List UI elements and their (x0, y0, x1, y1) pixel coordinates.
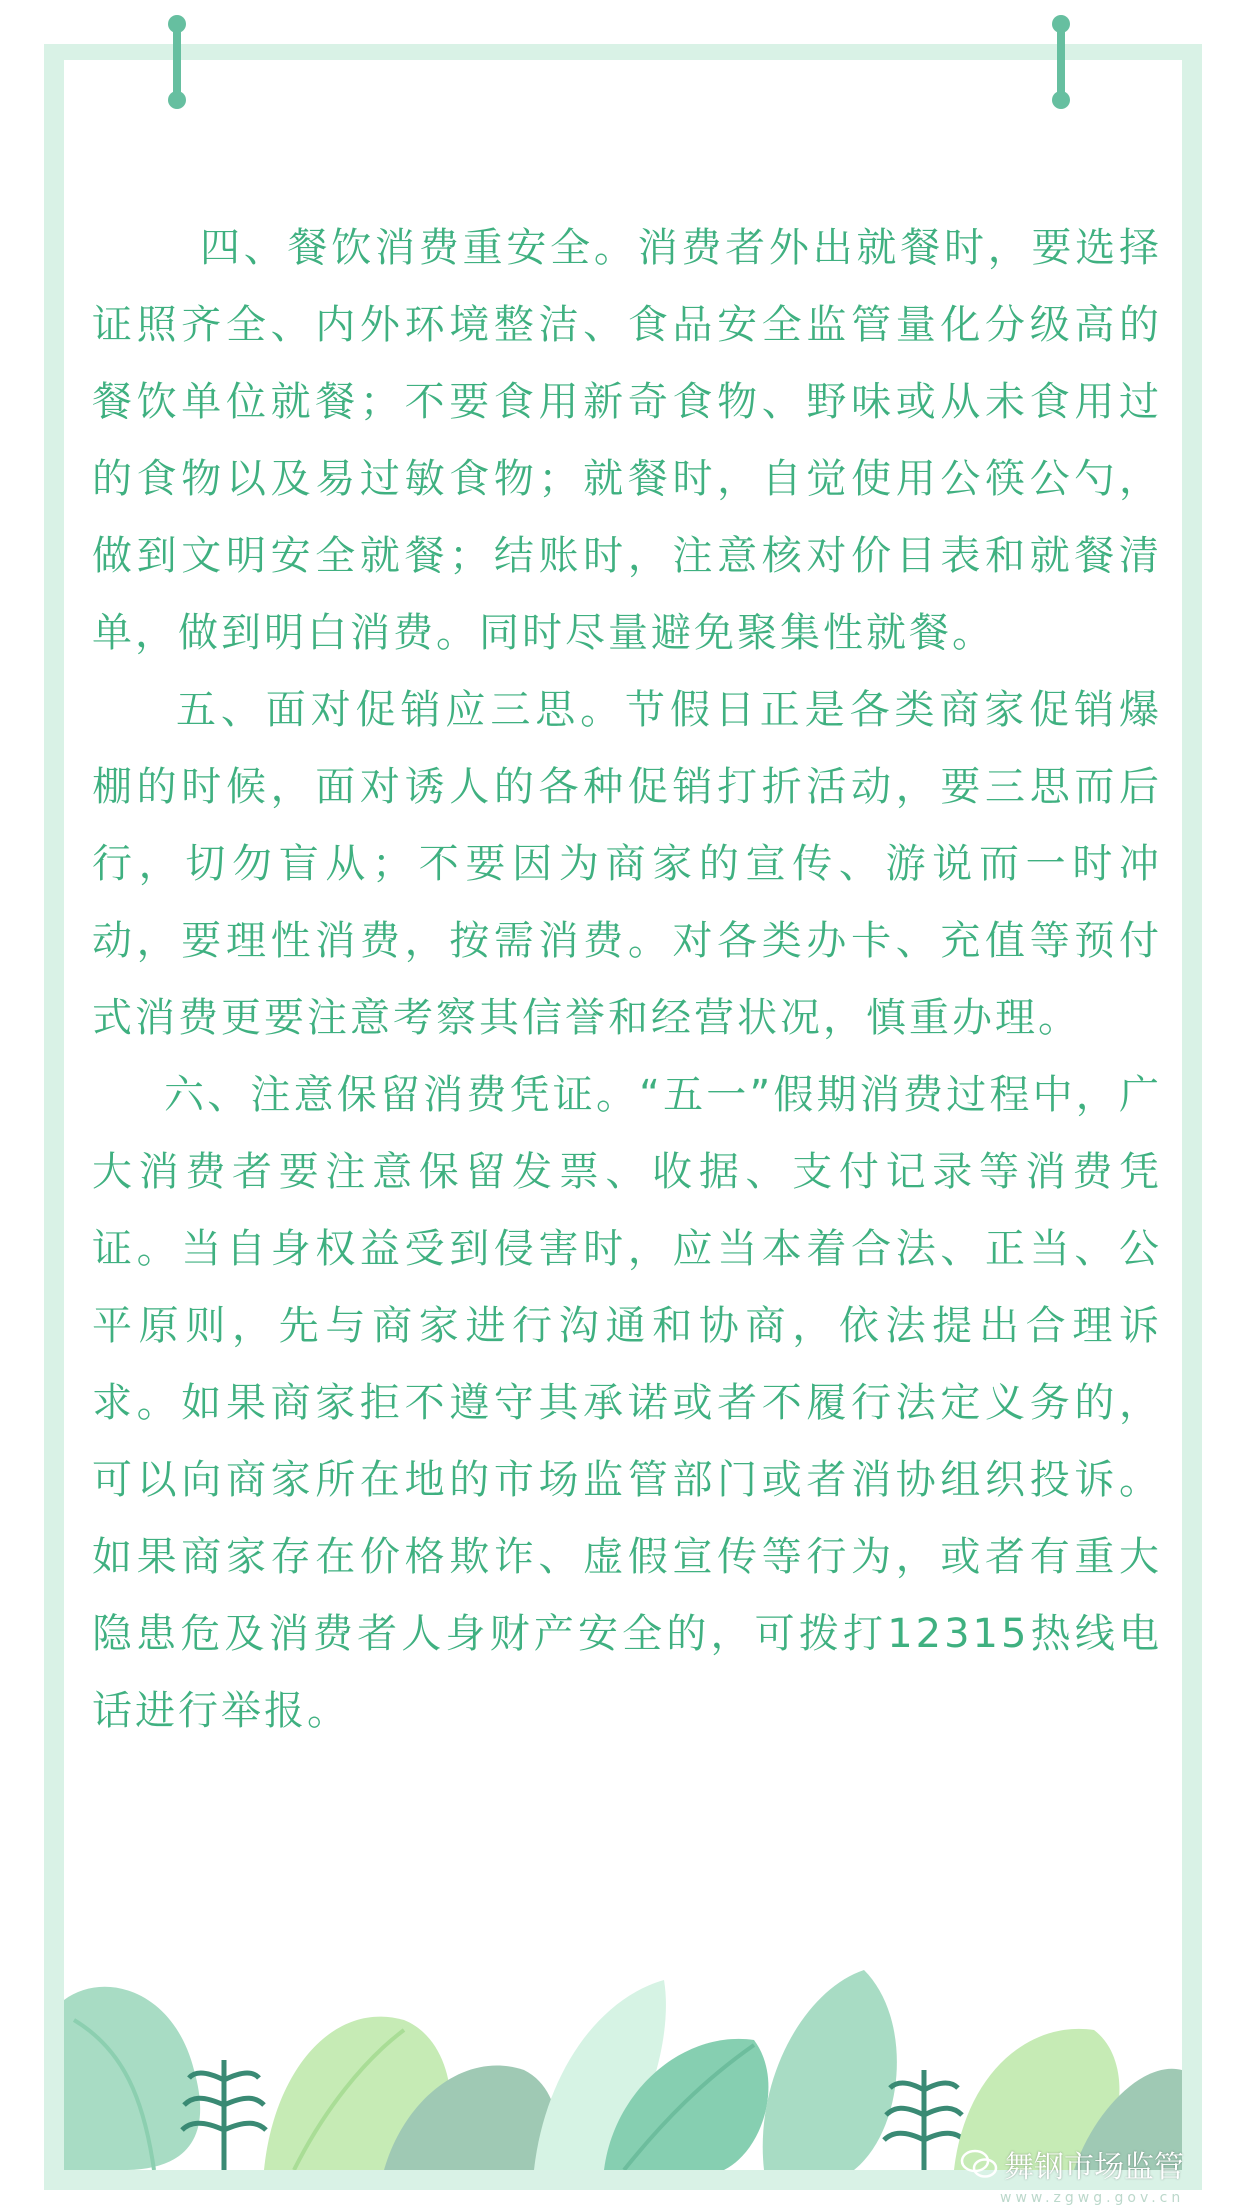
paragraph-dining-safety: 四、餐饮消费重安全。消费者外出就餐时，要选择证照齐全、内外环境整洁、食品安全监管量化分级高的餐饮单位就餐；不要食用新奇食物、野味或从未食用过的食物以及易过敏食物；就餐时，自觉使用公筷公勺，做到文明安全就餐；结账时，注意核对价目表和就餐清单，做到明白消费。同时尽量避免聚集性就餐。 (92, 225, 1162, 656)
article-body (92, 210, 1162, 1750)
watermark (960, 2142, 1184, 2186)
wechat-icon (960, 2149, 998, 2179)
watermark-label: 舞钢市场监管 (1004, 2150, 1184, 2185)
leaf-decoration (64, 1960, 1182, 2170)
paragraph-promotions: 五、面对促销应三思。节假日正是各类商家促销爆棚的时候，面对诱人的各种促销打折活动，要三思而后行，切勿盲从；不要因为商家的宣传、游说而一时冲动，要理性消费，按需消费。对各类办卡、充值等预付式消费更要注意考察其信誉和经营状况，慎重办理。 (92, 687, 1162, 1041)
hanging-pin-icon (162, 12, 192, 112)
hanging-pin-icon (1046, 12, 1076, 112)
paragraph-keep-receipts: 六、注意保留消费凭证。“五一”假期消费过程中，广大消费者要注意保留发票、收据、支付记录等消费凭证。当自身权益受到侵害时，应当本着合法、正当、公平原则，先与商家进行沟通和协商，依法提出合理诉求。如果商家拒不遵守其承诺或者不履行法定义务的，可以向商家所在地的市场监管部门或者消协组织投诉。如果商家存在价格欺诈、虚假宣传等行为，或者有重大隐患危及消费者人身财产安全的，可拨打12315热线电话进行举报。 (92, 1072, 1162, 1734)
watermark-url: www.zgwg.gov.cn (1000, 2190, 1185, 2206)
